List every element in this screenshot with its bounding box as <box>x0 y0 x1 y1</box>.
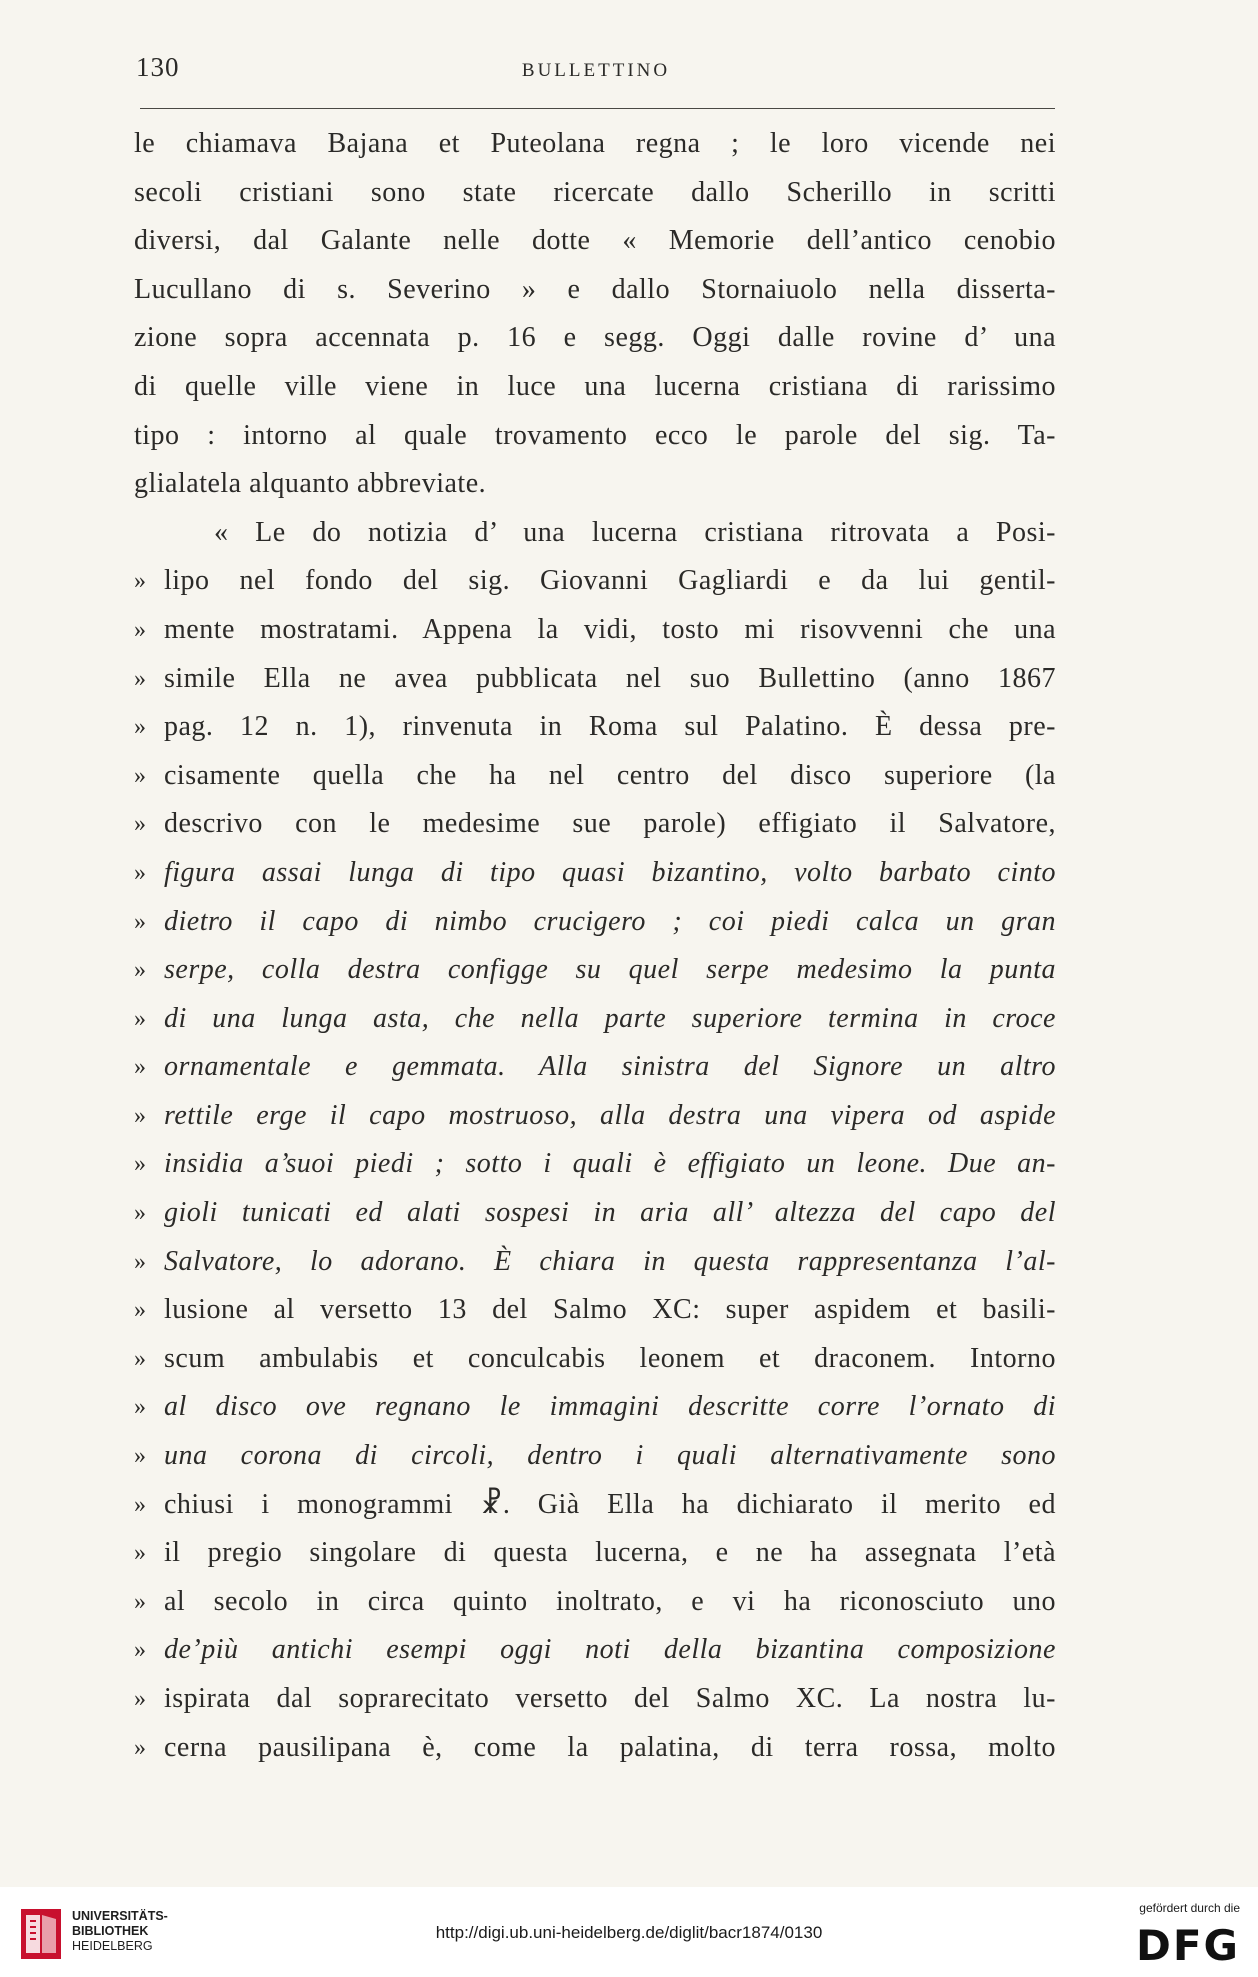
quote-mark: » <box>134 665 146 692</box>
line-text: rettile erge il capo mostruoso, alla destra una vipera od aspide <box>164 1099 1056 1131</box>
page-number: 130 <box>136 52 180 82</box>
text-line <box>134 460 1056 509</box>
text-line <box>134 1529 1056 1578</box>
line-text: al secolo in circa quinto inoltrato, e vi ha riconosciuto uno <box>164 1585 1056 1617</box>
text-line <box>134 849 1056 898</box>
text-line <box>134 314 1056 363</box>
line-text: Salvatore, lo adorano. È chiara in questa rappresentanza l’al- <box>164 1245 1056 1277</box>
text-line <box>134 1724 1056 1773</box>
quote-mark: » <box>134 1540 146 1567</box>
line-text: insidia a’suoi piedi ; sotto i quali è effigiato un leone. Due an- <box>164 1148 1056 1180</box>
line-text: di quelle ville viene in luce una lucerna cristiana di rarissimo <box>134 370 1056 402</box>
line-text: « Le do notizia d’ una lucerna cristiana ritrovata a Posi- <box>214 516 1056 548</box>
line-text: ispirata dal soprarecitato versetto del Salmo XC. La nostra lu- <box>164 1683 1056 1714</box>
footer-bar <box>0 1887 1258 1977</box>
quote-mark: » <box>134 1054 146 1081</box>
text-line <box>134 800 1056 849</box>
line-text: le chiamava Bajana et Puteolana regna ; le loro vicende nei <box>134 128 1056 159</box>
line-text: de’più antichi esempi oggi noti della bizantina composizione <box>164 1634 1056 1666</box>
text-line <box>134 1481 1056 1530</box>
line-text: descrivo con le medesime sue parole) effigiato il Salvatore, <box>164 808 1056 840</box>
line-text: di una lunga asta, che nella parte superiore termina in croce <box>164 1002 1056 1034</box>
line-text: mente mostratami. Appena la vidi, tosto mi risovvenni che una <box>164 613 1056 645</box>
text-line <box>134 946 1056 995</box>
quote-mark: » <box>134 1151 146 1178</box>
quote-mark: » <box>134 859 146 886</box>
text-line <box>134 509 1056 558</box>
text-line <box>134 1383 1056 1432</box>
quote-mark: » <box>134 1637 146 1664</box>
line-text: il pregio singolare di questa lucerna, e ne ha assegnata l’età <box>164 1537 1056 1569</box>
quote-mark: » <box>134 957 146 984</box>
source-url[interactable]: http://digi.ub.uni-heidelberg.de/diglit/bacr1874/0130 <box>435 1923 823 1942</box>
line-text: al disco ove regnano le immagini descritte corre l’ornato di <box>164 1391 1056 1423</box>
quote-mark: » <box>134 1443 146 1470</box>
text-line <box>134 412 1056 461</box>
text-line <box>134 703 1056 752</box>
text-line <box>134 266 1056 315</box>
text-line <box>134 655 1056 704</box>
line-text: lipo nel fondo del sig. Giovanni Gagliardi e da lui gentil- <box>164 565 1056 597</box>
quote-mark: » <box>134 568 146 595</box>
quote-mark: » <box>134 762 146 789</box>
text-line <box>134 1578 1056 1627</box>
line-text: Lucullano di s. Severino » e dallo Stornaiuolo nella disserta- <box>134 273 1056 305</box>
text-line <box>134 557 1056 606</box>
text-line <box>134 120 1056 169</box>
line-text: simile Ella ne avea pubblicata nel suo Bullettino (anno 1867 <box>164 662 1056 694</box>
quote-mark: » <box>134 1297 146 1324</box>
running-head: BULLETTINO <box>521 60 671 81</box>
quote-mark: » <box>134 1686 146 1712</box>
line-text: una corona di circoli, dentro i quali alternativamente sono <box>164 1440 1056 1472</box>
quote-mark: » <box>134 714 146 741</box>
text-line <box>134 363 1056 412</box>
body-text <box>134 120 1056 1772</box>
quote-mark: » <box>134 1734 146 1761</box>
text-line <box>134 1335 1056 1384</box>
line-text: gioli tunicati ed alati sospesi in aria all’ altezza del capo del <box>164 1197 1056 1229</box>
quote-mark: » <box>134 908 146 935</box>
line-text: pag. 12 n. 1), rinvenuta in Roma sul Palatino. È dessa pre- <box>164 711 1056 743</box>
quote-mark: » <box>134 1005 146 1032</box>
quote-mark: » <box>134 1102 146 1129</box>
quote-mark: » <box>134 1588 146 1615</box>
text-line <box>134 1675 1056 1724</box>
quote-mark: » <box>134 1491 146 1518</box>
line-text: lusione al versetto 13 del Salmo XC: super aspidem et basili- <box>164 1294 1056 1326</box>
text-line <box>134 898 1056 947</box>
text-line <box>134 1092 1056 1141</box>
library-line-3: HEIDELBERG <box>72 1939 153 1953</box>
line-text: scum ambulabis et conculcabis leonem et draconem. Intorno <box>164 1342 1056 1374</box>
line-text: zione sopra accennata p. 16 e segg. Oggi dalle rovine d’ una <box>134 322 1056 354</box>
text-line <box>134 217 1056 266</box>
quote-mark: » <box>134 1248 146 1275</box>
line-text: glialatela alquanto abbreviate. <box>134 468 487 500</box>
quote-mark: » <box>134 811 146 838</box>
text-line <box>134 1626 1056 1675</box>
library-line-1: UNIVERSITÄTS- <box>72 1909 168 1923</box>
text-line <box>134 1043 1056 1092</box>
line-text: cisamente quella che ha nel centro del disco superiore (la <box>164 759 1056 791</box>
quote-mark: » <box>134 616 146 643</box>
text-line <box>134 995 1056 1044</box>
text-line <box>134 169 1056 218</box>
line-text: cerna pausilipana è, come la palatina, di terra rossa, molto <box>164 1731 1056 1763</box>
line-text: ornamentale e gemmata. Alla sinistra del Signore un altro <box>164 1051 1056 1083</box>
page-header <box>136 52 1056 92</box>
funding-note: gefördert durch die <box>1139 1901 1240 1915</box>
text-line <box>134 1140 1056 1189</box>
text-line <box>134 752 1056 801</box>
text-line <box>134 606 1056 655</box>
line-text: secoli cristiani sono state ricercate dallo Scherillo in scritti <box>134 176 1056 208</box>
line-text: tipo : intorno al quale trovamento ecco le parole del sig. Ta- <box>134 419 1056 451</box>
quote-mark: » <box>134 1200 146 1227</box>
line-text: dietro il capo di nimbo crucigero ; coi piedi calca un gran <box>164 905 1056 937</box>
line-text: chiusi i monogrammi ☧. Già Ella ha dichiarato il merito ed <box>164 1488 1056 1520</box>
text-line <box>134 1189 1056 1238</box>
text-line <box>134 1286 1056 1335</box>
quote-mark: » <box>134 1394 146 1421</box>
text-line <box>134 1432 1056 1481</box>
line-text: figura assai lunga di tipo quasi bizantino, volto barbato cinto <box>164 856 1056 888</box>
text-line <box>134 1238 1056 1287</box>
header-rule <box>140 108 1055 109</box>
dfg-logo: DFG <box>1135 1921 1240 1970</box>
line-text: diversi, dal Galante nelle dotte « Memorie dell’antico cenobio <box>134 225 1056 257</box>
library-line-2: BIBLIOTHEK <box>72 1924 149 1938</box>
quote-mark: » <box>134 1345 146 1372</box>
line-text: serpe, colla destra configge su quel serpe medesimo la punta <box>164 954 1056 986</box>
